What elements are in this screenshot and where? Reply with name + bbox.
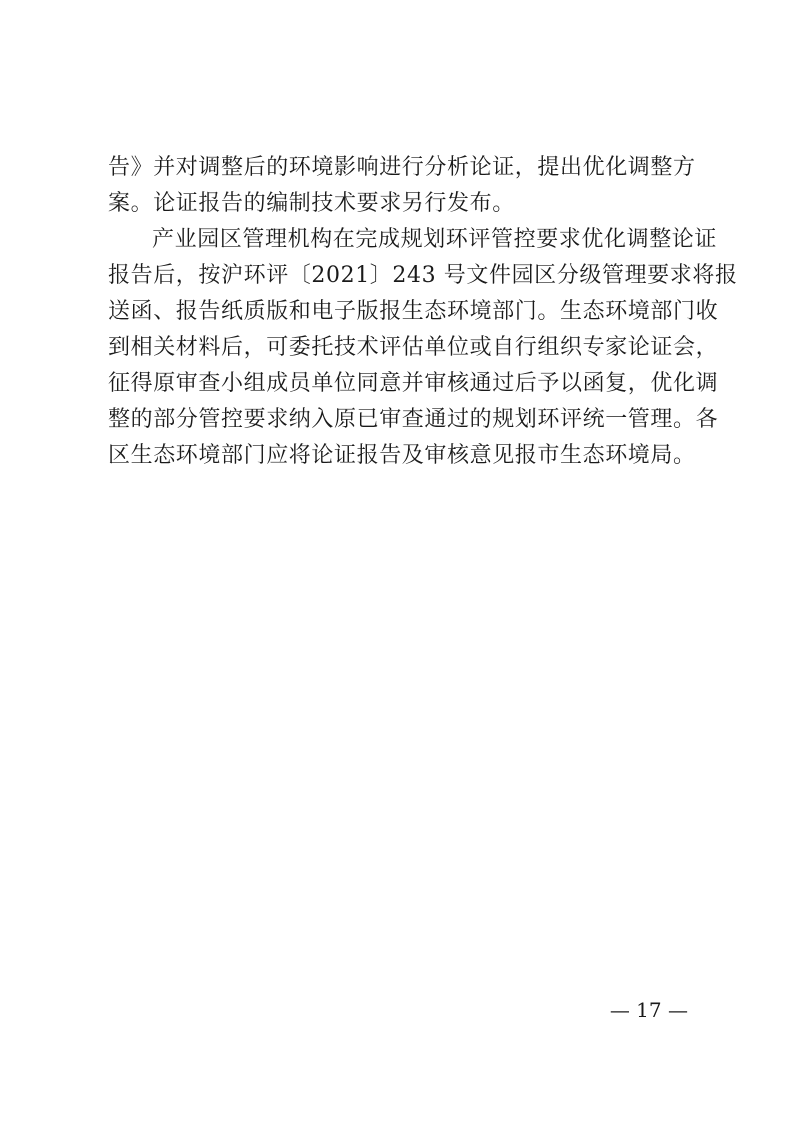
text-line: 案。论证报告的编制技术要求另行发布。	[108, 191, 515, 216]
text-line: 区生态环境部门应将论证报告及审核意见报市生态环境局。	[108, 443, 696, 468]
text-line: 报告后，按沪环评〔2021〕243 号文件园区分级管理要求将报	[108, 263, 738, 288]
paragraph-start-line: 产业园区管理机构在完成规划环评管控要求优化调整论证	[152, 227, 718, 252]
text-line: 告》并对调整后的环境影响进行分析论证，提出优化调整方	[108, 155, 696, 180]
text-line: 整的部分管控要求纳入原已审查通过的规划环评统一管理。各	[108, 407, 719, 432]
text-line: 到相关材料后，可委托技术评估单位或自行组织专家论证会，	[108, 335, 719, 360]
text-line: 征得原审查小组成员单位同意并审核通过后予以函复，优化调	[108, 371, 719, 396]
text-line: 送函、报告纸质版和电子版报生态环境部门。生态环境部门收	[108, 299, 719, 324]
page-number: — 17 —	[609, 998, 688, 1022]
document-body	[108, 150, 738, 474]
